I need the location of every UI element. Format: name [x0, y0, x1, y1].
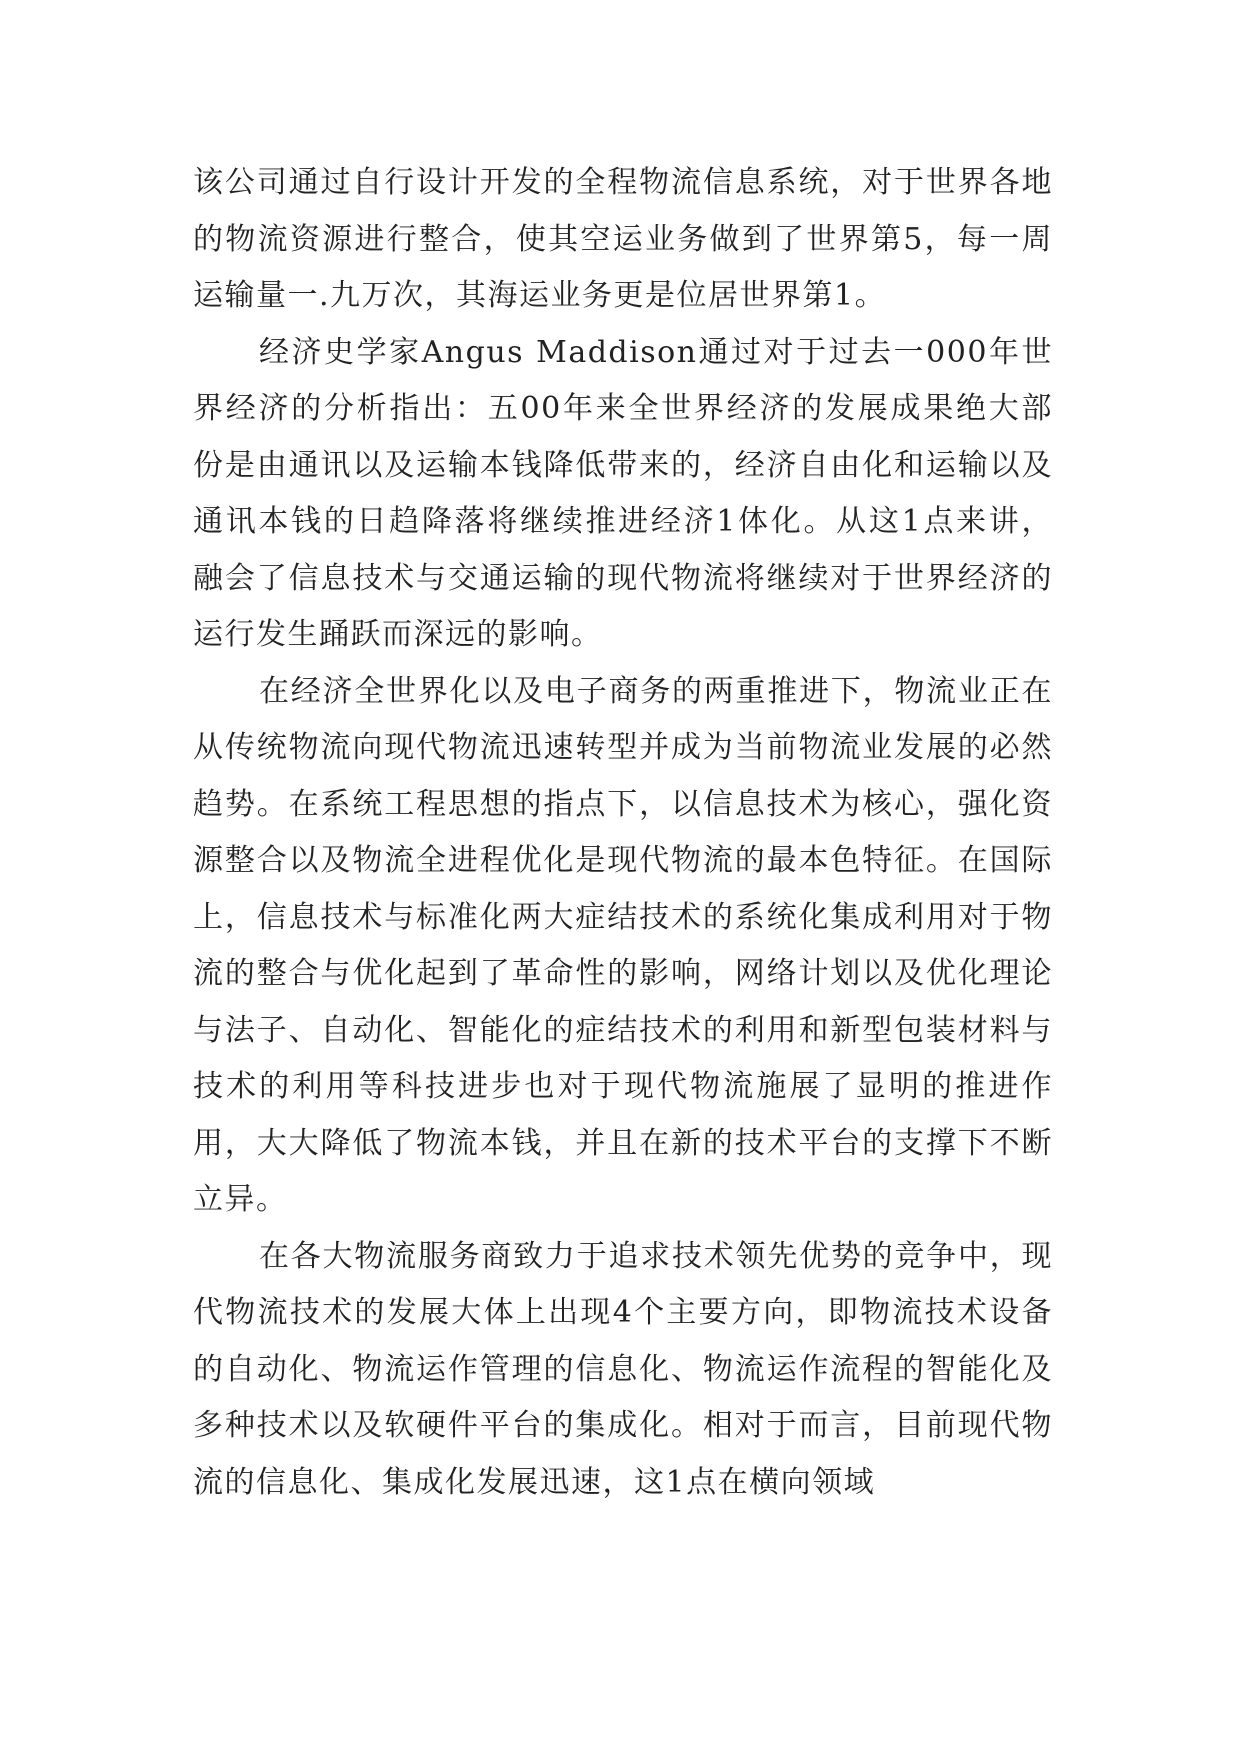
document-body [193, 155, 1053, 1511]
paragraph-1: 该公司通过自行设计开发的全程物流信息系统，对于世界各地的物流资源进行整合，使其空运业务做到了世界第5，每一周运输量一.九万次，其海运业务更是位居世界第1。 [193, 165, 1053, 313]
paragraph-3: 在经济全世界化以及电子商务的两重推进下，物流业正在从传统物流向现代物流迅速转型并成为当前物流业发展的必然趋势。在系统工程思想的指点下，以信息技术为核心，强化资源整合以及物流全进程优化是现代物流的最本色特征。在国际上，信息技术与标准化两大症结技术的系统化集成利用对于物流的整合与优化起到了革命性的影响，网络计划以及优化理论与法子、自动化、智能化的症结技术的利用和新型包装材料与技术的利用等科技进步也对于现代物流施展了显明的推进作用，大大降低了物流本钱，并且在新的技术平台的支撑下不断立异。 [193, 673, 1053, 1217]
paragraph-4: 在各大物流服务商致力于追求技术领先优势的竞争中，现代物流技术的发展大体上出现4个主要方向，即物流技术设备的自动化、物流运作管理的信息化、物流运作流程的智能化及多种技术以及软硬件平台的集成化。相对于而言，目前现代物流的信息化、集成化发展迅速，这1点在横向领域 [193, 1238, 1053, 1500]
paragraph-2: 经济史学家Angus Maddison通过对于过去一000年世界经济的分析指出：五00年来全世界经济的发展成果绝大部份是由通讯以及运输本钱降低带来的，经济自由化和运输以及通讯本钱的日趋降落将继续推进经济1体化。从这1点来讲，融会了信息技术与交通运输的现代物流将继续对于世界经济的运行发生踊跃而深远的影响。 [193, 334, 1053, 652]
